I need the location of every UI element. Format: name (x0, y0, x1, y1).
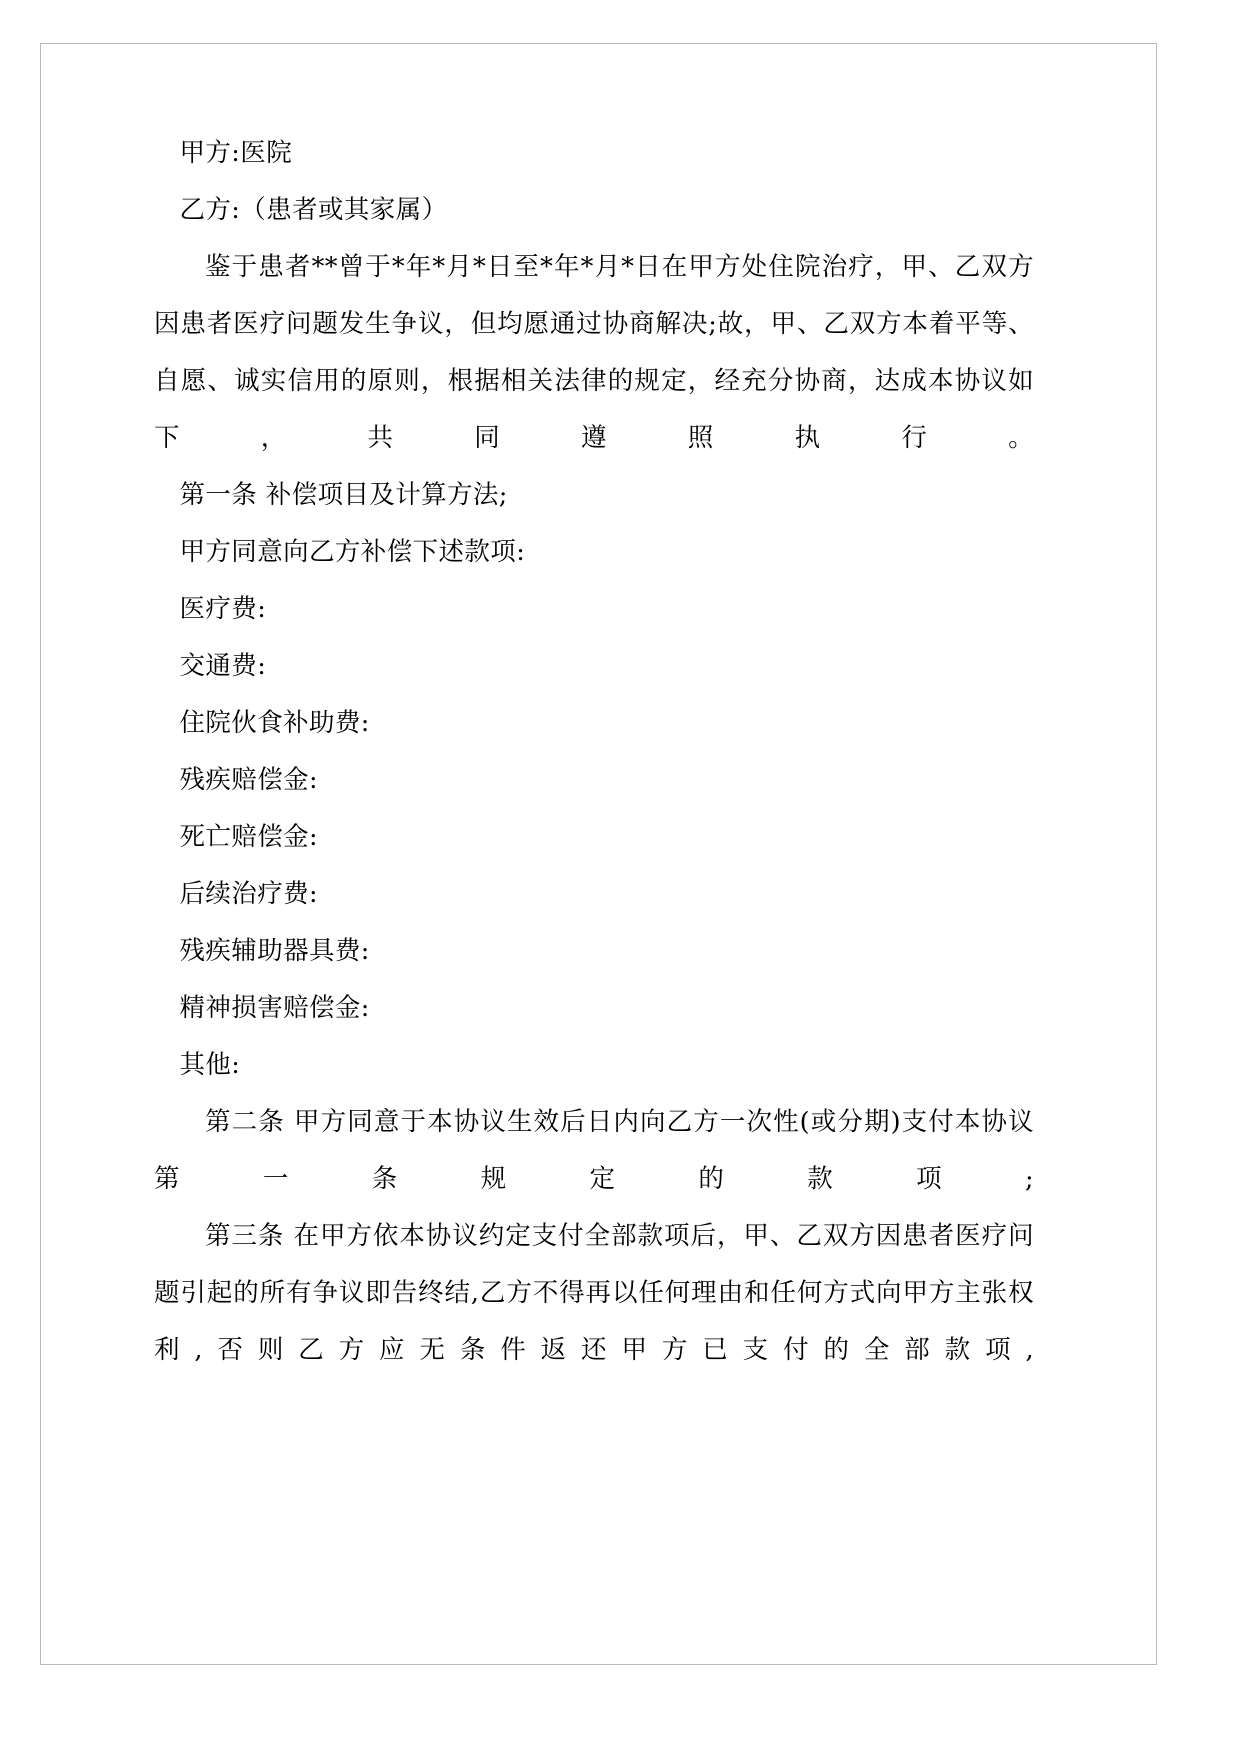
paragraph-party-a: 甲方:医院 (179, 138, 293, 168)
paragraph-item-followup-treatment: 后续治疗费: (179, 879, 318, 909)
paragraph-article-1-intro: 甲方同意向乙方补偿下述款项: (179, 537, 526, 567)
paragraph-item-meal-subsidy: 住院伙食补助费: (179, 708, 370, 738)
document-body (154, 125, 1034, 1379)
paragraph-item-other: 其他: (179, 1050, 241, 1080)
paragraph-item-assistive-device: 残疾辅助器具费: (179, 936, 370, 966)
paragraph-article-3: 第三条 在甲方依本协议约定支付全部款项后，甲、乙双方因患者医疗问题引起的所有争议即告终结,乙方不得再以任何理由和任何方式向甲方主张权利,否则乙方应无条件返还甲方已支付的全部款项, (154, 1221, 1034, 1365)
paragraph-party-b: 乙方:（患者或其家属） (179, 195, 448, 225)
paragraph-item-transport-fee: 交通费: (179, 651, 267, 681)
paragraph-item-death-compensation: 死亡赔偿金: (179, 822, 318, 852)
paragraph-preamble: 鉴于患者**曾于*年*月*日至*年*月*日在甲方处住院治疗，甲、乙双方因患者医疗问题发生争议，但均愿通过协商解决;故，甲、乙双方本着平等、自愿、诚实信用的原则，根据相关法律的规定，经充分协商，达成本协议如下，共同遵照执行。 (154, 252, 1034, 453)
paragraph-item-mental-damage: 精神损害赔偿金: (179, 993, 370, 1023)
paragraph-item-disability-compensation: 残疾赔偿金: (179, 765, 318, 795)
paragraph-article-1-title: 第一条 补偿项目及计算方法; (179, 480, 508, 510)
paragraph-item-medical-fee: 医疗费: (179, 594, 267, 624)
paragraph-article-2: 第二条 甲方同意于本协议生效后日内向乙方一次性(或分期)支付本协议第一条规定的款项; (154, 1107, 1034, 1194)
